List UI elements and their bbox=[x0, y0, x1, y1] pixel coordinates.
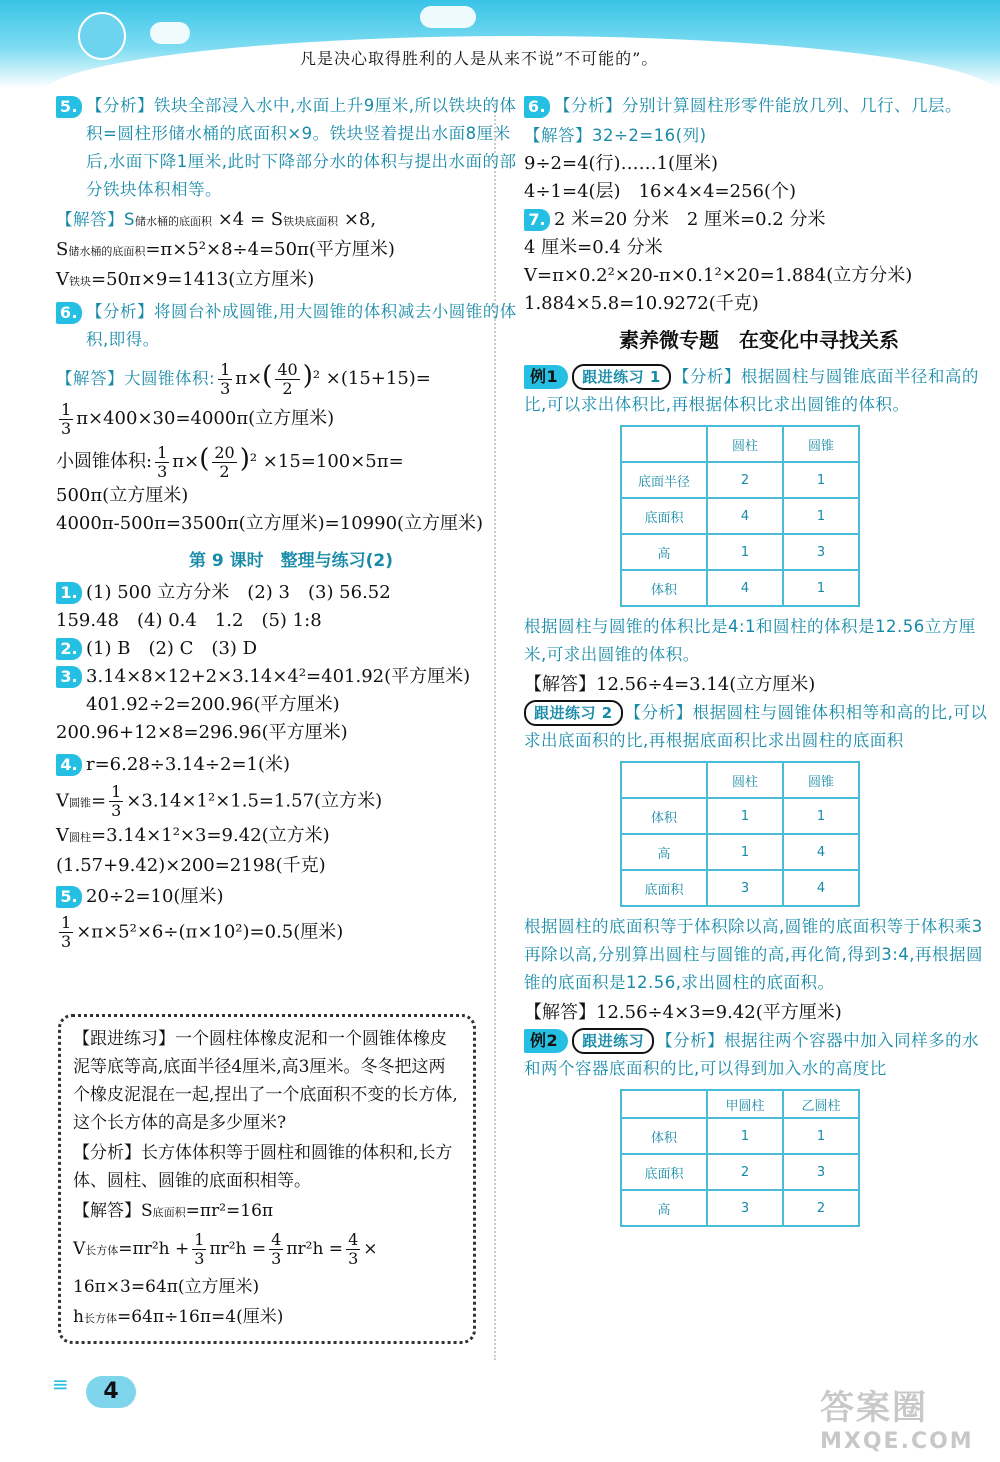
practice-box: 【跟进练习】一个圆柱体橡皮泥和一个圆锥体橡皮泥等底等高,底面半径4厘米,高3厘米。冬冬把这两个橡皮泥混在一起,捏出了一个底面积不变的长方体,这个长方体的高是多少厘米? 【分析】长方体体积等于圆柱和圆锥的体积和,长方体、圆柱、圆锥的底面积相等。 【解答】S底面积=πr²=16π V长方体=πr²h + $\frac{1}{3}$ πr²h = $\frac{4}{3}$ πr²h = $\frac{4}{3}$ × 16π×3=64π(立方厘米) h长方体=64π÷16π=4(厘米) bbox=[58, 1014, 476, 1344]
header-motto: 凡是决心取得胜利的人是从来不说”不可能的”。 bbox=[300, 49, 659, 68]
watermark: 答案圈 MXQE.COM bbox=[820, 1388, 974, 1454]
ex1b-analysis: 跟进练习 2 【分析】根据圆柱与圆锥体积相等和高的比,可以求出底面积的比,再根据底面积比求出圆柱的底面积 bbox=[524, 699, 994, 755]
page-header bbox=[0, 0, 1000, 88]
section-title: 第 9 课时 整理与练习(2) bbox=[188, 551, 394, 571]
question-number: 6. bbox=[56, 302, 82, 324]
q5-solution: 【解答】S储水桶的底面积 ×4 = S铁块底面积 ×8, S储水桶的底面积=π×5²×8÷4=50π(平方厘米) V铁块=50π×9=1413(立方厘米) bbox=[56, 209, 395, 290]
cloud-icon bbox=[420, 6, 476, 28]
q4: 4. r=6.28÷3.14÷2=1(米) V圆锥= $\frac{1}{3}$ ×3.14×1²×1.5=1.57(立方米) V圆柱=3.14×1²×3=9.42(立方米) (1.57+9.42)×200=2198(千克) bbox=[56, 754, 383, 876]
q6-analysis: 6. 【分析】将圆台补成圆锥,用大圆锥的体积减去小圆锥的体积,即得。 bbox=[56, 298, 526, 354]
topic-title: 素养微专题 在变化中寻找关系 bbox=[619, 328, 899, 352]
sun-rays-icon: ≡ bbox=[52, 1372, 69, 1396]
ex1b-solution: 【解答】12.56÷4×3=9.42(平方厘米) bbox=[524, 1002, 842, 1023]
q5b: 5. 20÷2=10(厘米) $\frac{1}{3}$ ×π×5²×6÷(π×10²)=0.5(厘米) bbox=[56, 880, 526, 951]
ex2-analysis: 例2 跟进练习 【分析】根据往两个容器中加入同样多的水和两个容器底面积的比,可以得到加入水的高度比 bbox=[524, 1027, 994, 1083]
tree-icon bbox=[78, 12, 126, 60]
left-column bbox=[56, 92, 526, 951]
page-number: 4 bbox=[86, 1376, 136, 1408]
cloud-icon bbox=[150, 22, 190, 44]
r-q7: 7. 2 米=20 分米 2 厘米=0.2 分米 4 厘米=0.4 分米 V=π×0.2²×20-π×0.1²×20=1.884(立方分米) 1.884×5.8=10.9272(千克) bbox=[524, 209, 931, 314]
r-q6-solution: 【解答】32÷2=16(列) 9÷2=4(行)……1(厘米) 4÷1=4(层) 16×4×4=256(个) bbox=[524, 126, 797, 202]
ex1-table: 圆柱 圆锥 底面半径 2 1 底面积 4 1 高 1 3 体积 4 1 bbox=[620, 425, 860, 607]
q2: 2. (1) B (2) C (3) D bbox=[56, 635, 526, 663]
ex2-table: 甲圆柱 乙圆柱 体积 1 1 底面积 2 3 高 3 2 bbox=[620, 1089, 860, 1227]
question-number: 5. bbox=[56, 96, 82, 118]
q5-analysis: 5. 【分析】铁块全部浸入水中,水面上升9厘米,所以铁块的体积=圆柱形储水桶的底面积×9。铁块竖着提出水面8厘米后,水面下降1厘米,此时下降部分水的体积与提出水面的部分铁块体积相等。 bbox=[56, 92, 526, 204]
r-q6-analysis: 6. 【分析】分别计算圆柱形零件能放几列、几行、几层。 bbox=[524, 92, 994, 120]
ex1-solution: 【解答】12.56÷4=3.14(立方厘米) bbox=[524, 674, 816, 695]
ex1-analysis: 例1 跟进练习 1 【分析】根据圆柱与圆锥底面半径和高的比,可以求出体积比,再根据体积比求出圆锥的体积。 bbox=[524, 363, 994, 419]
q3: 3. 3.14×8×12+2×3.14×4²=401.92(平方厘米) 401.92÷2=200.96(平方厘米) 200.96+12×8=296.96(平方厘米) bbox=[56, 666, 489, 743]
q1: 1. (1) 500 立方分米 (2) 3 (3) 56.52 159.48 (4) 0.4 1.2 (5) 1:8 bbox=[56, 582, 391, 631]
ex1b-table: 圆柱 圆锥 体积 1 1 高 1 4 底面积 3 4 bbox=[620, 761, 860, 907]
right-column: 6. 【分析】分别计算圆柱形零件能放几列、几行、几层。 【解答】32÷2=16(列) 9÷2=4(行)……1(厘米) 4÷1=4(层) 16×4×4=256(个) 7. 2 米=20 分米 2 厘米=0.2 分米 4 厘米=0.4 分米 V=π×0.2²×20-π×0.1²×20=1.884(立方分米) 1.884×5.8=10.9272(千克) 素养微专题 在变化中寻找关系 例1 跟进练习 1 【分析】根据圆柱与圆锥底面半径和高的比,可以求出体积比,再根据体积比求出圆锥的体积。 圆柱 圆锥 底面半径 2 1 底面积 4 1 高 1 3 体积 4 1 根据圆柱与圆锥的体积比是4:1和圆柱的体积是12.56立方厘米,可求出圆锥的体积。 【解答】12.56÷4=3.14(立方厘米) 跟进练习 2 【分析】根据圆柱与圆锥体积相等和高的比,可以求出底面积的比,再根据底面积比求出圆柱的底面积 圆柱 圆锥 体积 1 1 高 1 4 底面积 3 4 根据圆柱的底面积等于体积除以高,圆锥的底面积等于体积乘3再除以高,分别算出圆柱与圆锥的高,再化简,得到3:4,再根据圆锥的底面积是12.56,求出圆柱的底面积。 【解答】12.56÷4×3=9.42(平方厘米) 例2 跟进练习 【分析】根据往两个容器中加入同样多的水和两个容器底面积的比,可以得到加入水的高度比 甲圆柱 乙圆柱 体积 1 1 底面积 2 3 高 3 2 bbox=[524, 92, 994, 1233]
q6-solution: 【解答】大圆锥体积: $\frac{1}{3}$ π×( $\frac{40}{2}$ )² ×(15+15)= $\frac{1}{3}$ π×400×30=4000π(立方厘米) 小圆锥体积: $\frac{1}{3}$ π×( $\frac{20}{2}$ )² ×15=100×5π= 500π(立方厘米) 4000π-500π=3500π(立方厘米)=10990(立方厘米) bbox=[56, 359, 484, 534]
